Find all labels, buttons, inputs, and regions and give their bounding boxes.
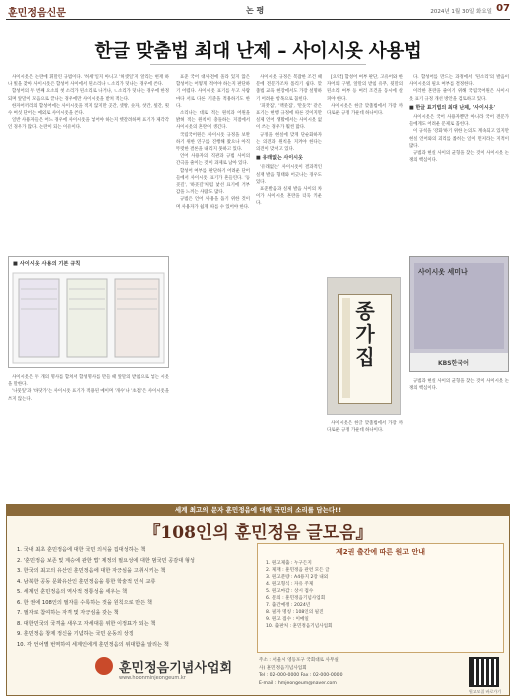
paragraph: '피잣집', '맥줏집', '만둣국' 같은 표기는 현행 규정에 따른 것이지만 실제 언어 생활에서는 사이시옷 없이 쓰는 경우가 훨씬 많다. — [256, 103, 322, 131]
section-label: 논 평 — [246, 5, 265, 15]
submission-guide-list — [258, 560, 503, 630]
list-item: 1. 국내 최초 훈민정음에 대한 국민 의식을 집대성하는 책 — [17, 547, 146, 553]
rule-figure — [8, 256, 169, 368]
list-item: 6. 한 권에 108인의 필자를 수록하는 것을 원칙으로 만든 책 — [17, 599, 152, 606]
paragraph: 언어 사용자의 직관과 규범 사이의 간극을 줄이는 것이 과제로 남아 있다. — [176, 154, 250, 167]
qr-code-icon[interactable] — [469, 657, 499, 687]
list-item: 9. 원고 접수 : 이메일 — [266, 617, 309, 622]
article-column-4 — [327, 74, 403, 272]
list-item: 2. 제재 : 훈민정음 관련 모든 글 — [266, 568, 330, 573]
paragraph: 사이시옷 규정은 복잡한 조건 때문에 전문가조차 틀리기 쉽다. 맞춤법 교육 현장에서도 가장 설명하기 어려운 항목으로 꼽힌다. — [256, 75, 322, 102]
subheading: ■ 유래없는 사이시옷 — [256, 155, 303, 162]
paragraph: 규범과 현실 사이의 균형을 찾는 것이 사이시옷 논쟁의 핵심이다. — [409, 151, 509, 164]
organization-logo-icon — [95, 657, 113, 675]
seminar-advertisement[interactable] — [409, 256, 509, 372]
paragraph: 한자어끼리의 합성어에는 사이시옷을 적지 않지만 곳간, 셋방, 숫자, 찻간, 툇간, 횟수 여섯 단어는 예외로 사이시옷을 쓴다. — [8, 103, 169, 117]
signboard-text: 종가집 — [355, 299, 375, 369]
contact-line: 사) 훈민정음기념사업회 — [259, 665, 307, 671]
paragraph: 사이시옷은 한글 맞춤법에서 가장 까다로운 규정 가운데 하나이다. — [327, 103, 403, 117]
list-item: 1. 원고제출 : 누구든지 — [266, 561, 312, 566]
list-item: 3. 한국의 최고의 유산인 훈민정음에 대한 자긍심을 고취시키는 책 — [17, 568, 166, 574]
signboard-strip — [342, 298, 350, 398]
list-item: 10. 각 언어별 번역하여 세계인에게 훈민정음의 위대함을 알리는 책 — [17, 641, 169, 648]
list-item: 7. 필자로 참여하는 자격 및 자긍심을 갖는 책 — [17, 610, 119, 616]
paragraph: 사이시옷은 국어 사용자뿐만 아니라 국어 전문가들에게도 어려운 문제로 꼽힌다. — [409, 115, 509, 128]
list-item: 10. 출판처 : 훈민정음기념사업회 — [266, 624, 333, 629]
article-column-5b — [409, 378, 509, 496]
organization-name: 훈민정음기념사업회 — [119, 661, 233, 676]
submission-guide — [257, 543, 504, 653]
newspaper-header — [6, 2, 510, 20]
signboard-photo — [327, 277, 401, 415]
subheading: ■ 한글 표기법의 최대 난제, '사이시옷' — [409, 104, 496, 111]
organization-website[interactable]: www.hoonminjeongeum.kr — [119, 675, 186, 681]
paragraph: 이 규칙을 '강화'하기 위한 논의도 계속되고 있지만 현실 언어와의 괴리를 좁히는 일이 먼저라는 지적이 많다. — [409, 129, 509, 149]
paragraph: 일반 사용자들은 어느 경우에 사이시옷을 넣어야 하는지 헷갈려하며 표기가 제각각인 경우가 많다. 논란이 되는 이유이다. — [8, 118, 169, 131]
ad-title: 사이시옷 세미나 — [418, 268, 468, 276]
article-column-4b — [327, 420, 403, 496]
ad-brand: KBS한국어 — [438, 360, 469, 367]
paragraph: 소리나는 대로 적는 원칙과 어원을 밝혀 적는 원칙이 충돌하는 지점에서 사이시옷의 혼란이 생긴다. — [176, 111, 250, 131]
page-number: 07 — [496, 3, 510, 14]
rule-diagram — [9, 269, 168, 367]
paragraph: 규범은 언어 사용을 돕기 위한 것이며 사용자가 쉽게 따를 수 있어야 한다. — [176, 197, 250, 210]
list-item: 2. '훈민정음 보존 및 계승에 관한 법' 제정의 필요성에 대한 범국민 공감대 형성 — [17, 557, 195, 564]
paragraph: 다. 합성어를 만드는 과정에서 '된소리'의 발음이 사이시옷의 필요 여부를 결정한다. — [409, 75, 509, 88]
newspaper-logo: 훈민정음신문 — [8, 8, 66, 19]
contact-line: Tel : 02-000-0000 Fax : 02-000-0000 — [259, 673, 343, 678]
list-item: 9. 훈민정음 창제 정신을 기념하는 국민 운동의 상징 — [17, 631, 134, 637]
paragraph: 사이시옷은 한글 맞춤법에서 가장 까다로운 규정 가운데 하나이다. — [327, 421, 403, 434]
list-item: 8. 필자 명칭 : 108인의 필진 — [266, 610, 324, 615]
paragraph: 표준 국어 대사전에 올라 있지 않은 합성어는 어떻게 적어야 하는지 판단하기 어렵다. 사이시옷 표기를 두고 사람마다 서로 다른 기준을 적용하기도 한다. — [176, 75, 250, 109]
paragraph: 표준발음과 실제 발음 사이의 차이가 사이시옷 혼란을 더욱 키운다. — [256, 187, 322, 207]
headline-divider — [150, 64, 366, 65]
figure-caption: ■ 사이시옷 사용의 기본 규칙 — [13, 261, 81, 267]
paragraph: 이러한 혼란을 줄이기 위해 국립국어원은 사이시옷 표기 규정 개선 방안을 검토하고 있다. — [409, 89, 509, 102]
list-item: 5. 원고마감 : 상시 접수 — [266, 589, 314, 594]
contact-info — [259, 657, 459, 687]
paragraph: [요약] 합성어 여부 판단, 고유어와 한자어의 구별, 앞말의 받침 유무, 뒷말의 된소리 여부 등 여러 조건을 동시에 살펴야 한다. — [327, 75, 403, 102]
article-column-1 — [8, 74, 169, 252]
article-headline: 한글 맞춤법 최대 난제 – 사이시옷 사용법 — [94, 41, 422, 62]
qr-caption: 원고모집 바로가기 — [468, 689, 501, 694]
list-item: 7. 출간예정 : 2024년 — [266, 603, 311, 608]
list-item: 8. 대한민국의 국격을 새우고 자세대를 위한 이정표가 되는 책 — [17, 620, 156, 627]
contact-line: E-mail : hmjeongeum@naver.com — [259, 680, 337, 686]
list-item: 5. 세계인 훈민정음의 역사적 정통성을 세우는 책 — [17, 589, 128, 595]
paragraph: 합성어의 두 번째 요소의 첫 소리가 된소리로 나거나, ㄴ소리가 덧나는 경우에 한정되며 앞말이 모음으로 끝나는 경우에만 사이시옷을 받쳐 적는다. — [8, 89, 169, 102]
article-column-5 — [409, 74, 509, 252]
list-item: 3. 원고분량 : A4용지 2장 내외 — [266, 575, 329, 580]
paragraph: 규범과 현실 사이의 균형을 찾는 것이 사이시옷 논쟁의 핵심이다. — [409, 379, 509, 392]
article-column-2 — [176, 74, 250, 494]
article-column-1b — [8, 374, 169, 498]
paragraph: '유래없는' 사이시옷이 결과적인 실재 발음 형태와 어긋나는 경우도 있다. — [256, 165, 322, 185]
banner-band: 세계 최고의 문자 훈민정음에 대해 국민의 소리를 담는다!! — [7, 505, 509, 516]
paragraph: 규정을 현실에 맞게 단순화하자는 의견과 원칙을 지켜야 한다는 의견이 맞서고 있다. — [256, 132, 322, 153]
paragraph: 국립국어원은 사이시옷 규정을 보완하기 위한 연구를 진행해 왔으나 아직 뚜렷한 결론을 내리지 못하고 있다. — [176, 132, 250, 153]
contact-line: 주소 : 서울시 영등포구 국회대로 사무실 — [259, 658, 339, 663]
list-item: 6. 문의 : 훈민정음기념사업회 — [266, 596, 326, 601]
paragraph: 사이시옷은 논란에 휘말린 규범이다. '허세'일지 아니고 '허셋일'지 알리는 현재 하나 빛을 찾아 사이시옷은 합성어 사이에서 된소리나 ㄴ소리가 덧나는 경우에 쓴다. — [8, 75, 169, 88]
banner-title: 『108인의 훈민정음 글모음』 — [143, 523, 373, 543]
issue-date: 2024년 1월 30일 화요일 — [430, 9, 492, 15]
book-feature-list — [17, 545, 252, 650]
list-item: 4. 원고형식 : 자유 주제 — [266, 582, 314, 587]
article-column-3 — [256, 74, 322, 494]
book-advertisement-banner[interactable] — [6, 504, 510, 696]
list-item: 4. 남북한 공동 문화유산인 훈민정음을 통한 학술적 인식 교류 — [17, 578, 156, 585]
paragraph: 합성어 여부를 판단하기 어려운 단어들에서 사이시옷 표기가 흔들린다. '등굣길', '하굣길'처럼 낯선 표기에 거부감을 느끼는 사람도 많다. — [176, 168, 250, 196]
submission-guide-title: 제2권 출간에 따른 원고 안내 — [335, 548, 425, 556]
paragraph: 사이시옷은 두 개의 명사를 합쳐서 합성명사를 만들 때 앞말의 받침으로 넣는 시옷을 말한다. — [8, 375, 169, 388]
paragraph: '나뭇잎'과 '바닷가'는 사이시옷 표기가 적용된 예이며 '개수'나 '초점'은 사이시옷을 쓰지 않는다. — [8, 389, 169, 402]
